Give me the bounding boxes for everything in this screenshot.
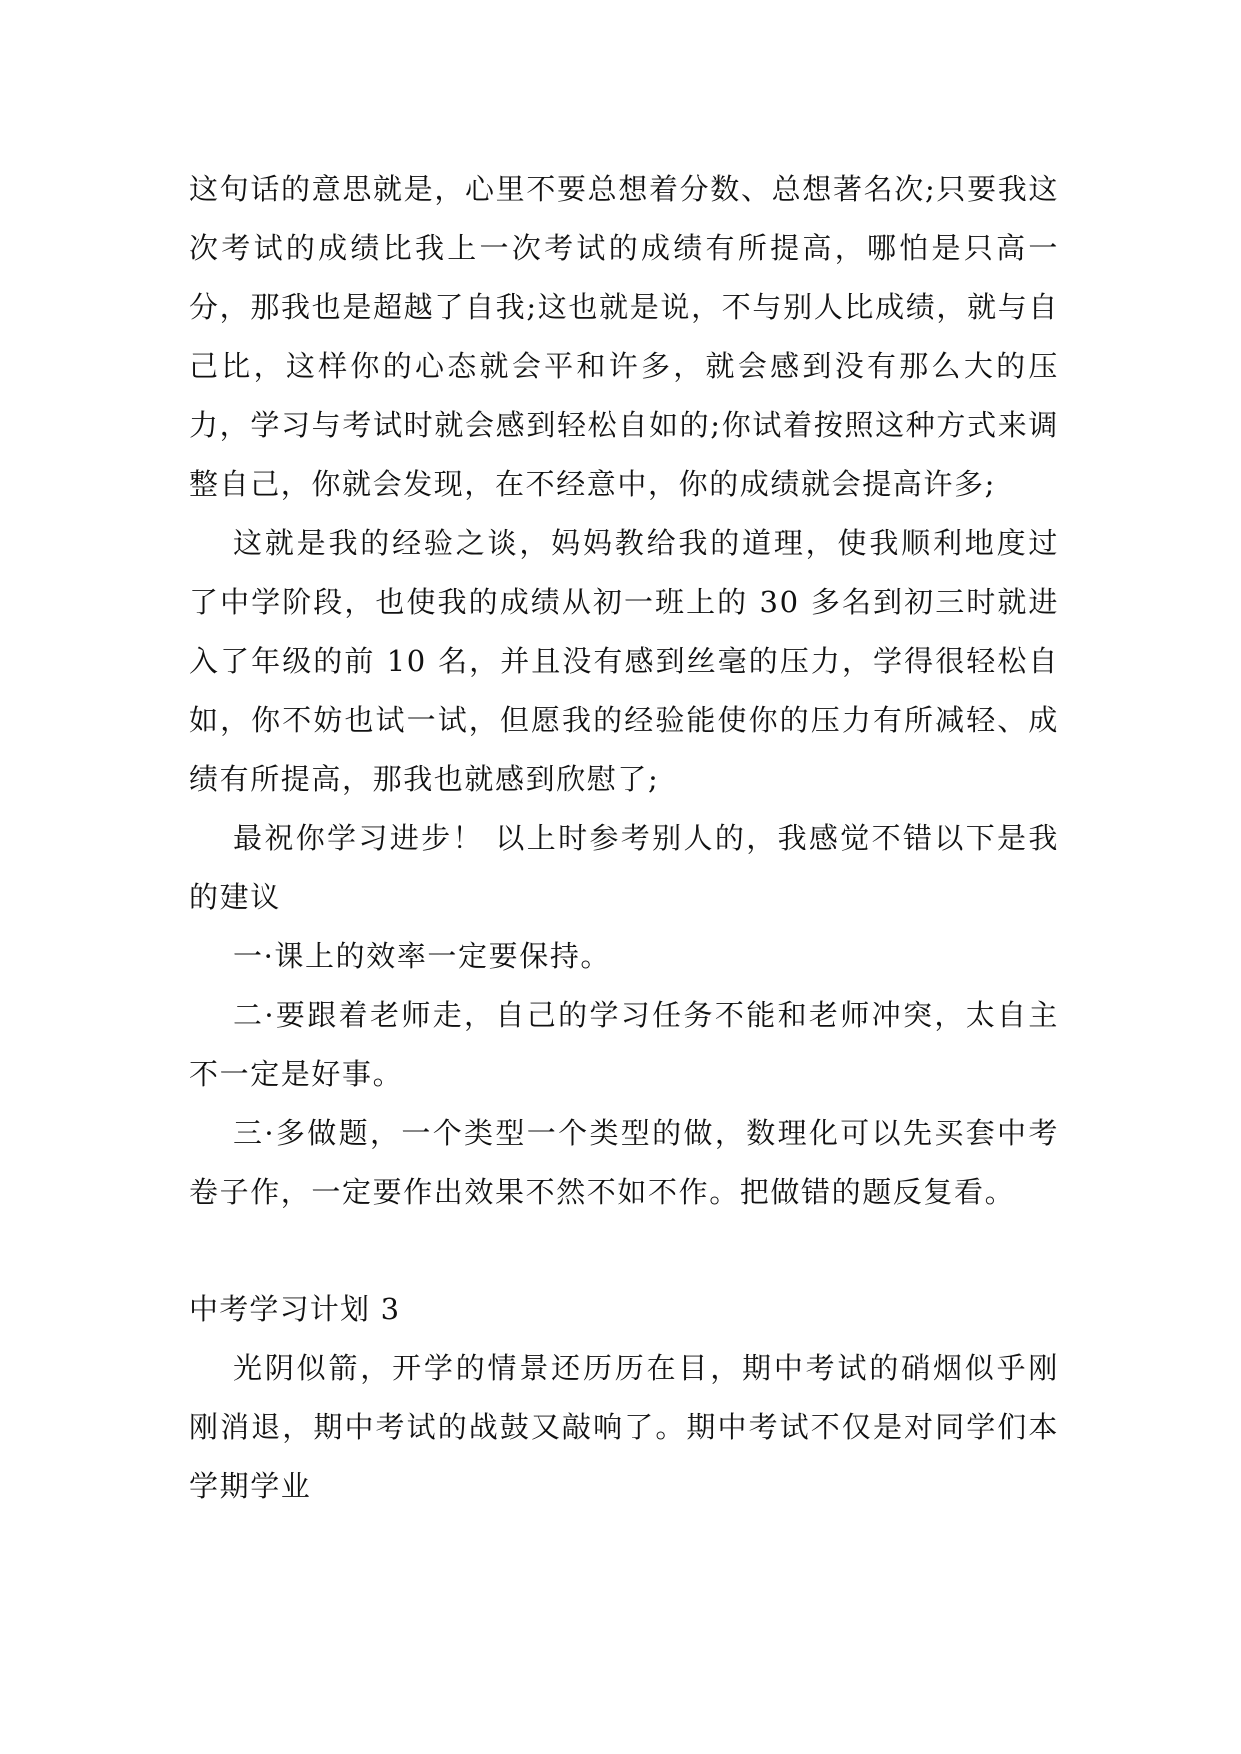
paragraph-experience: 这就是我的经验之谈，妈妈教给我的道理，使我顺利地度过了中学阶段，也使我的成绩从初一班上的 30 多名到初三时就进入了年级的前 10 名，并且没有感到丝毫的压力，学得很轻松自如，你不妨也试一试，但愿我的经验能使你的压力有所减轻、成绩有所提高，那我也就感到欣慰了; xyxy=(189,526,1059,796)
paragraph-mindset: 这句话的意思就是，心里不要总想着分数、总想著名次;只要我这次考试的成绩比我上一次考试的成绩有所提高，哪怕是只高一分，那我也是超越了自我;这也就是说，不与别人比成绩，就与自己比，这样你的心态就会平和许多，就会感到没有那么大的压力，学习与考试时就会感到轻松自如的;你试着按照这种方式来调整自己，你就会发现，在不经意中，你的成绩就会提高许多; xyxy=(189,172,1059,501)
document-body xyxy=(189,160,1059,1516)
suggestion-item-1: 一·课上的效率一定要保持。 xyxy=(233,939,612,973)
section-spacer xyxy=(189,1222,1059,1280)
paragraph-intro: 光阴似箭，开学的情景还历历在目，期中考试的硝烟似乎刚刚消退，期中考试的战鼓又敲响了。期中考试不仅是对同学们本学期学业 xyxy=(189,1351,1059,1503)
paragraph-wishes: 最祝你学习进步！ 以上时参考别人的，我感觉不错以下是我的建议 xyxy=(189,821,1059,914)
suggestion-item-3: 三·多做题，一个类型一个类型的做，数理化可以先买套中考卷子作，一定要作出效果不然不如不作。把做错的题反复看。 xyxy=(189,1116,1059,1209)
suggestion-item-2: 二·要跟着老师走，自己的学习任务不能和老师冲突，太自主不一定是好事。 xyxy=(189,998,1059,1091)
section-heading: 中考学习计划 3 xyxy=(189,1292,401,1326)
